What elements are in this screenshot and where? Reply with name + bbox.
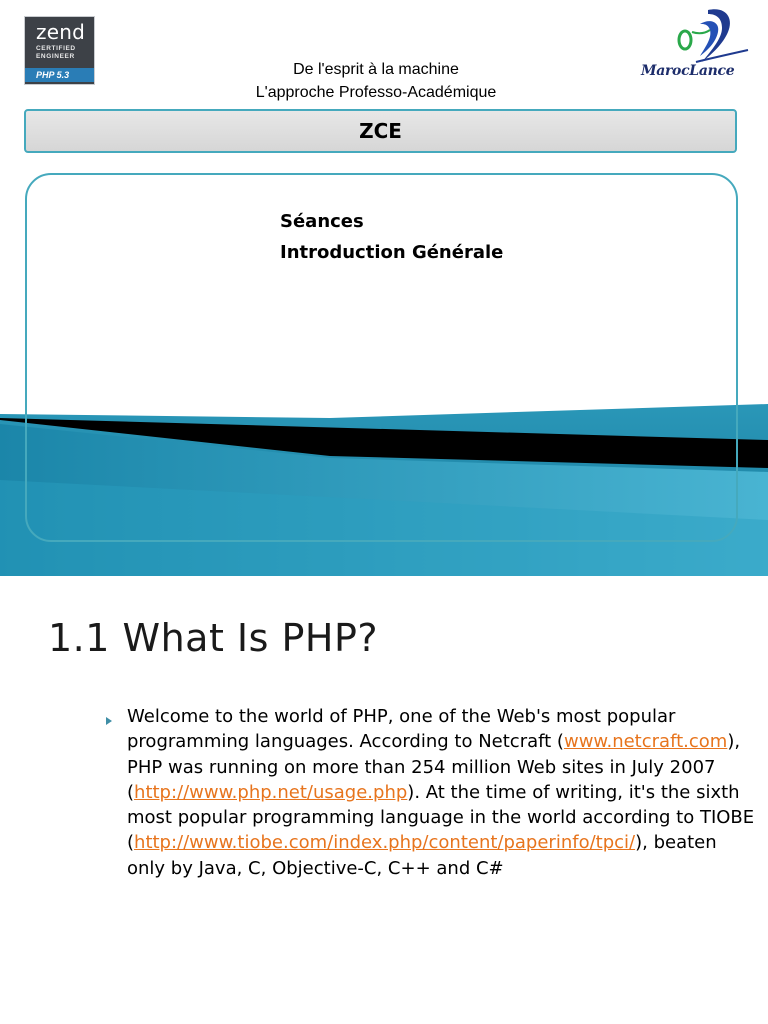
zend-logo-text: zend (36, 20, 85, 44)
bullet-text-1: Welcome to the world of PHP, one of the Web's most popular programming languages. According to Netcraft ( (127, 706, 676, 753)
slide-tagline (200, 58, 552, 104)
session-block (280, 206, 503, 268)
php-usage-link[interactable]: http://www.php.net/usage.php (134, 781, 408, 803)
slide-what-is-php (0, 576, 768, 1024)
session-label: Séances (280, 211, 364, 232)
bullet-text-3: ). At the time of writing, it's the sixth most popular programming language in the world according to TIOBE ( (127, 781, 755, 854)
zend-certified-badge (24, 16, 95, 85)
badge-engineer-label: ENGINEER (36, 53, 75, 60)
tagline-line-1: De l'esprit à la machine (293, 61, 459, 78)
slide-heading: 1.1 What Is PHP? (48, 616, 379, 660)
badge-certified-label: CERTIFIED (36, 45, 76, 52)
bullet-text-4: ), beaten only by Java, C, Objective-C, C++ and C# (127, 832, 717, 879)
bullet-arrow-icon (106, 717, 112, 725)
tiobe-link[interactable]: http://www.tiobe.com/index.php/content/paperinfo/tpci/ (134, 832, 636, 854)
badge-version-label: PHP 5.3 (25, 68, 94, 82)
bullet-paragraph (127, 704, 757, 881)
tagline-line-2: L'approche Professo-Académique (255, 84, 497, 101)
netcraft-link[interactable]: www.netcraft.com (563, 731, 728, 753)
slide-title-bar: ZCE (24, 109, 737, 153)
session-topic: Introduction Générale (280, 242, 504, 263)
maroclance-logo-text: MarocLance (641, 63, 735, 79)
bullet-text-2: ), PHP was running on more than 254 million Web sites in July 2007 ( (127, 731, 741, 803)
